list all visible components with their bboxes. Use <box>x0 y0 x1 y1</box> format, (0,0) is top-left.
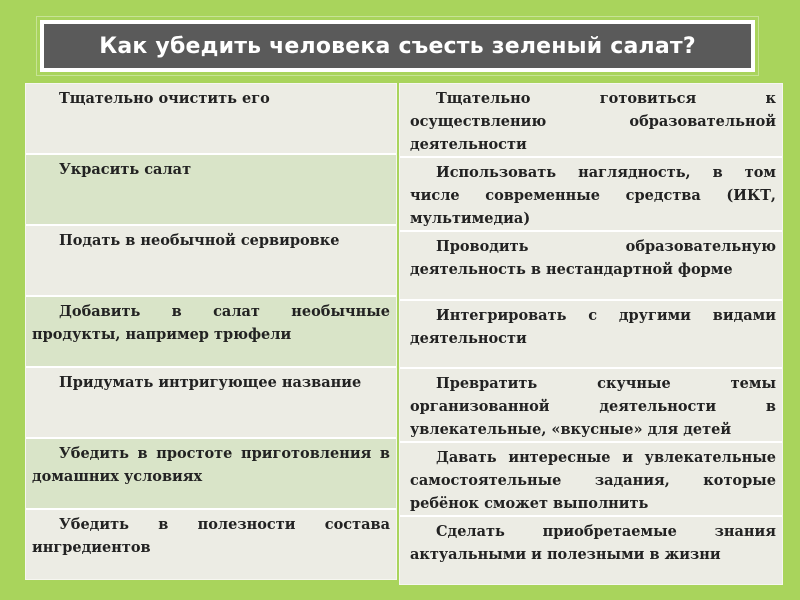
right-cell-3: Проводить образовательную деятельность в нестандартной форме <box>400 232 782 301</box>
left-cell-1: Тщательно очистить его <box>26 84 396 155</box>
right-cell-4: Интегрировать с другими видами деятельности <box>400 301 782 370</box>
right-cell-7: Сделать приобретаемые знания актуальными и полезными в жизни <box>400 517 782 584</box>
right-table <box>399 83 783 585</box>
title-banner <box>40 20 755 72</box>
right-cell-1: Тщательно готовиться к осуществлению образовательной деятельности <box>400 84 782 158</box>
left-cell-6: Убедить в простоте приготовления в домашних условиях <box>26 439 396 510</box>
right-cell-5: Превратить скучные темы организованной деятельности в увлекательные, «вкусные» для детей <box>400 369 782 443</box>
page-title: Как убедить человека съесть зеленый салат? <box>99 33 696 59</box>
left-table <box>25 83 397 580</box>
left-cell-4: Добавить в салат необычные продукты, например трюфели <box>26 297 396 368</box>
left-cell-7: Убедить в полезности состава ингредиентов <box>26 510 396 579</box>
left-cell-5: Придумать интригующее название <box>26 368 396 439</box>
right-cell-2: Использовать наглядность, в том числе современные средства (ИКТ, мультимедиа) <box>400 158 782 232</box>
left-cell-3: Подать в необычной сервировке <box>26 226 396 297</box>
right-cell-6: Давать интересные и увлекательные самостоятельные задания, которые ребёнок сможет выполнить <box>400 443 782 517</box>
left-cell-2: Украсить салат <box>26 155 396 226</box>
